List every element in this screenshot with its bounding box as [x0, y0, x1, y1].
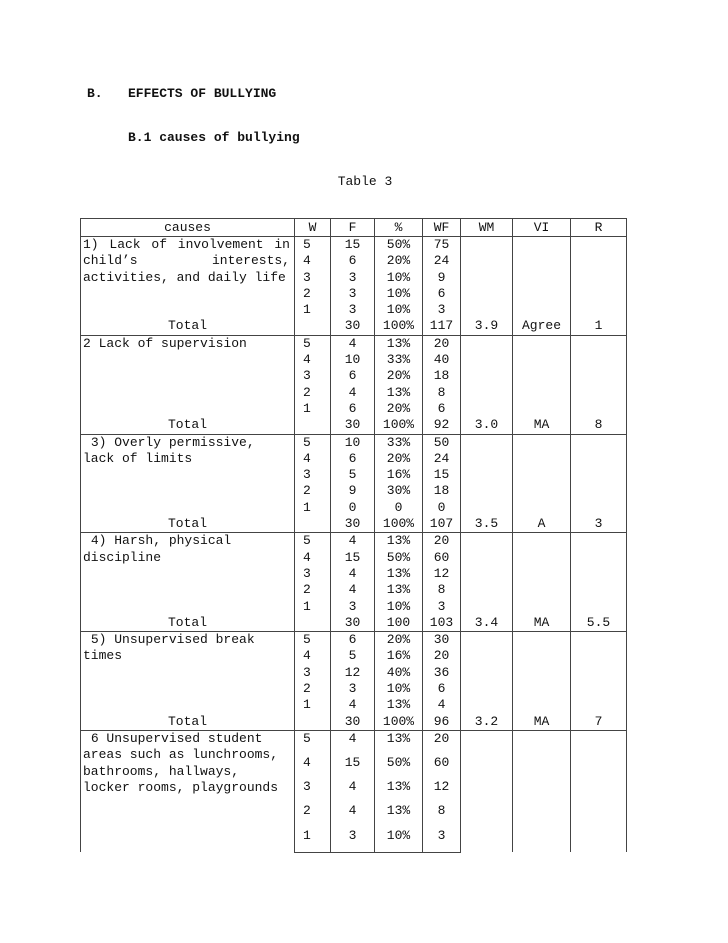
f-cell: 15: [331, 755, 375, 779]
cause-cell: 5) Unsupervised break times: [81, 632, 295, 714]
w-cell: 5: [295, 237, 331, 254]
vi-cell-empty: [513, 434, 571, 516]
total-percent-cell: 100%: [375, 417, 423, 434]
f-cell: 3: [331, 828, 375, 853]
total-wm-cell: 3.9: [461, 318, 513, 335]
f-cell: 6: [331, 368, 375, 384]
wf-cell: 24: [423, 253, 461, 269]
w-cell: 4: [295, 755, 331, 779]
r-cell-empty: [571, 434, 627, 516]
w-cell: 1: [295, 828, 331, 853]
percent-cell: 20%: [375, 368, 423, 384]
wf-cell: 3: [423, 599, 461, 615]
table-row: [81, 434, 627, 451]
f-cell: 6: [331, 632, 375, 649]
wf-cell: 60: [423, 755, 461, 779]
total-w-cell: [295, 714, 331, 731]
wf-cell: 24: [423, 451, 461, 467]
wf-cell: 15: [423, 467, 461, 483]
f-cell: 4: [331, 779, 375, 803]
w-cell: 1: [295, 599, 331, 615]
wm-cell-empty: [461, 434, 513, 516]
wf-cell: 6: [423, 401, 461, 417]
w-cell: 3: [295, 665, 331, 681]
f-cell: 4: [331, 730, 375, 755]
total-r-cell: 1: [571, 318, 627, 335]
total-vi-cell: MA: [513, 417, 571, 434]
total-vi-cell: MA: [513, 714, 571, 731]
f-cell: 12: [331, 665, 375, 681]
f-cell: 15: [331, 550, 375, 566]
wf-cell: 3: [423, 302, 461, 318]
wf-cell: 8: [423, 385, 461, 401]
table-row: [81, 533, 627, 550]
total-f-cell: 30: [331, 516, 375, 533]
total-f-cell: 30: [331, 714, 375, 731]
vi-cell-empty: [513, 730, 571, 852]
r-cell-empty: [571, 730, 627, 852]
f-cell: 4: [331, 335, 375, 352]
percent-cell: 50%: [375, 550, 423, 566]
percent-cell: 50%: [375, 755, 423, 779]
percent-cell: 13%: [375, 730, 423, 755]
total-wm-cell: 3.2: [461, 714, 513, 731]
w-cell: 5: [295, 533, 331, 550]
w-cell: 4: [295, 352, 331, 368]
w-cell: 5: [295, 335, 331, 352]
cause-cell: 3) Overly permissive, lack of limits: [81, 434, 295, 516]
wf-cell: 18: [423, 368, 461, 384]
total-wf-cell: 92: [423, 417, 461, 434]
w-cell: 1: [295, 500, 331, 516]
total-f-cell: 30: [331, 417, 375, 434]
percent-cell: 50%: [375, 237, 423, 254]
wf-cell: 3: [423, 828, 461, 853]
w-cell: 1: [295, 697, 331, 713]
cause-cell: 6 Unsupervised student areas such as lunchrooms, bathrooms, hallways, locker rooms, playgrounds: [81, 730, 295, 852]
percent-cell: 20%: [375, 253, 423, 269]
wm-cell-empty: [461, 730, 513, 852]
total-wf-cell: 107: [423, 516, 461, 533]
wm-cell-empty: [461, 632, 513, 714]
wf-cell: 8: [423, 803, 461, 827]
f-cell: 3: [331, 599, 375, 615]
total-wm-cell: 3.0: [461, 417, 513, 434]
total-r-cell: 8: [571, 417, 627, 434]
subsection-title: B.1 causes of bullying: [128, 130, 300, 145]
w-cell: 2: [295, 803, 331, 827]
w-cell: 5: [295, 434, 331, 451]
header-wf: WF: [423, 219, 461, 237]
f-cell: 15: [331, 237, 375, 254]
f-cell: 3: [331, 681, 375, 697]
total-label: Total: [81, 318, 295, 335]
total-label: Total: [81, 417, 295, 434]
w-cell: 4: [295, 451, 331, 467]
total-wm-cell: 3.5: [461, 516, 513, 533]
wf-cell: 20: [423, 648, 461, 664]
wf-cell: 0: [423, 500, 461, 516]
percent-cell: 0: [375, 500, 423, 516]
wf-cell: 30: [423, 632, 461, 649]
f-cell: 4: [331, 566, 375, 582]
percent-cell: 40%: [375, 665, 423, 681]
wf-cell: 20: [423, 335, 461, 352]
vi-cell-empty: [513, 533, 571, 615]
wf-cell: 6: [423, 681, 461, 697]
total-vi-cell: A: [513, 516, 571, 533]
f-cell: 4: [331, 385, 375, 401]
r-cell-empty: [571, 335, 627, 417]
wf-cell: 12: [423, 566, 461, 582]
w-cell: 5: [295, 632, 331, 649]
percent-cell: 30%: [375, 483, 423, 499]
w-cell: 2: [295, 483, 331, 499]
percent-cell: 13%: [375, 779, 423, 803]
percent-cell: 10%: [375, 270, 423, 286]
wf-cell: 36: [423, 665, 461, 681]
f-cell: 4: [331, 803, 375, 827]
vi-cell-empty: [513, 632, 571, 714]
f-cell: 3: [331, 286, 375, 302]
causes-table: [80, 218, 627, 853]
total-percent-cell: 100%: [375, 516, 423, 533]
wf-cell: 4: [423, 697, 461, 713]
total-percent-cell: 100: [375, 615, 423, 632]
section-letter: B.: [87, 86, 103, 101]
total-w-cell: [295, 516, 331, 533]
percent-cell: 20%: [375, 451, 423, 467]
percent-cell: 13%: [375, 697, 423, 713]
total-wf-cell: 103: [423, 615, 461, 632]
total-vi-cell: Agree: [513, 318, 571, 335]
total-percent-cell: 100%: [375, 318, 423, 335]
total-label: Total: [81, 714, 295, 731]
vi-cell-empty: [513, 335, 571, 417]
total-row: [81, 318, 627, 335]
total-w-cell: [295, 318, 331, 335]
percent-cell: 20%: [375, 401, 423, 417]
header-vi: VI: [513, 219, 571, 237]
w-cell: 1: [295, 401, 331, 417]
f-cell: 4: [331, 697, 375, 713]
w-cell: 2: [295, 385, 331, 401]
w-cell: 3: [295, 779, 331, 803]
wf-cell: 6: [423, 286, 461, 302]
total-f-cell: 30: [331, 318, 375, 335]
total-row: [81, 516, 627, 533]
wf-cell: 40: [423, 352, 461, 368]
percent-cell: 20%: [375, 632, 423, 649]
total-row: [81, 714, 627, 731]
r-cell-empty: [571, 237, 627, 319]
table-row: [81, 335, 627, 352]
r-cell-empty: [571, 632, 627, 714]
total-vi-cell: MA: [513, 615, 571, 632]
w-cell: 2: [295, 286, 331, 302]
cause-cell: 1) Lack of involvement in child’s interests, activities, and daily life: [81, 237, 295, 319]
total-r-cell: 5.5: [571, 615, 627, 632]
header-wm: WM: [461, 219, 513, 237]
wf-cell: 12: [423, 779, 461, 803]
f-cell: 6: [331, 451, 375, 467]
table-row: [81, 730, 627, 755]
wf-cell: 18: [423, 483, 461, 499]
total-f-cell: 30: [331, 615, 375, 632]
total-wf-cell: 117: [423, 318, 461, 335]
w-cell: 3: [295, 270, 331, 286]
total-label: Total: [81, 516, 295, 533]
percent-cell: 13%: [375, 533, 423, 550]
percent-cell: 13%: [375, 385, 423, 401]
f-cell: 10: [331, 352, 375, 368]
percent-cell: 10%: [375, 599, 423, 615]
total-r-cell: 7: [571, 714, 627, 731]
total-wf-cell: 96: [423, 714, 461, 731]
header-causes: causes: [81, 219, 295, 237]
w-cell: 4: [295, 648, 331, 664]
header-f: F: [331, 219, 375, 237]
w-cell: 4: [295, 253, 331, 269]
header-r: R: [571, 219, 627, 237]
w-cell: 4: [295, 550, 331, 566]
total-w-cell: [295, 417, 331, 434]
w-cell: 2: [295, 681, 331, 697]
total-wm-cell: 3.4: [461, 615, 513, 632]
f-cell: 6: [331, 401, 375, 417]
wf-cell: 60: [423, 550, 461, 566]
percent-cell: 10%: [375, 302, 423, 318]
percent-cell: 16%: [375, 648, 423, 664]
f-cell: 0: [331, 500, 375, 516]
table-caption: Table 3: [337, 174, 393, 189]
total-r-cell: 3: [571, 516, 627, 533]
w-cell: 3: [295, 566, 331, 582]
cause-cell: 4) Harsh, physical discipline: [81, 533, 295, 615]
wf-cell: 8: [423, 582, 461, 598]
wm-cell-empty: [461, 237, 513, 319]
table-header-row: [81, 219, 627, 237]
f-cell: 5: [331, 467, 375, 483]
percent-cell: 13%: [375, 566, 423, 582]
f-cell: 6: [331, 253, 375, 269]
wf-cell: 75: [423, 237, 461, 254]
w-cell: 3: [295, 368, 331, 384]
header-percent: %: [375, 219, 423, 237]
w-cell: 3: [295, 467, 331, 483]
wf-cell: 20: [423, 730, 461, 755]
w-cell: 2: [295, 582, 331, 598]
header-w: W: [295, 219, 331, 237]
percent-cell: 16%: [375, 467, 423, 483]
table-row: [81, 237, 627, 254]
wf-cell: 9: [423, 270, 461, 286]
vi-cell-empty: [513, 237, 571, 319]
total-row: [81, 417, 627, 434]
f-cell: 4: [331, 582, 375, 598]
total-w-cell: [295, 615, 331, 632]
wf-cell: 20: [423, 533, 461, 550]
f-cell: 5: [331, 648, 375, 664]
f-cell: 4: [331, 533, 375, 550]
f-cell: 10: [331, 434, 375, 451]
percent-cell: 13%: [375, 335, 423, 352]
table-row: [81, 632, 627, 649]
percent-cell: 10%: [375, 286, 423, 302]
w-cell: 5: [295, 730, 331, 755]
f-cell: 3: [331, 302, 375, 318]
w-cell: 1: [295, 302, 331, 318]
cause-cell: 2 Lack of supervision: [81, 335, 295, 417]
percent-cell: 13%: [375, 803, 423, 827]
total-label: Total: [81, 615, 295, 632]
percent-cell: 33%: [375, 352, 423, 368]
percent-cell: 13%: [375, 582, 423, 598]
f-cell: 9: [331, 483, 375, 499]
total-row: [81, 615, 627, 632]
percent-cell: 33%: [375, 434, 423, 451]
r-cell-empty: [571, 533, 627, 615]
f-cell: 3: [331, 270, 375, 286]
wm-cell-empty: [461, 335, 513, 417]
wm-cell-empty: [461, 533, 513, 615]
wf-cell: 50: [423, 434, 461, 451]
section-title: EFFECTS OF BULLYING: [128, 86, 277, 101]
percent-cell: 10%: [375, 828, 423, 853]
total-percent-cell: 100%: [375, 714, 423, 731]
percent-cell: 10%: [375, 681, 423, 697]
